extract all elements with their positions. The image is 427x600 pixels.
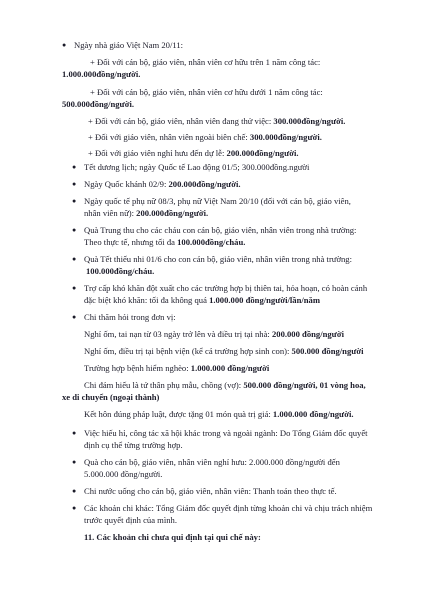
hardship-line2 <box>84 295 320 306</box>
bullet-icon: ● <box>72 284 77 292</box>
bullet-icon: ● <box>72 180 77 188</box>
retired-gift-line1: Quà cho cán bộ, giáo viên, nhân viên nghỉ hưu: 2.000.000 đồng/người đến <box>84 457 340 467</box>
hardship-text: đặc biệt khó khăn: tối đa không quá <box>84 295 210 305</box>
teacher-day-heading: Ngày nhà giáo Việt Nam 20/11: <box>74 40 184 50</box>
teacher-day-retired <box>88 148 299 159</box>
hardship-line1: Trợ cấp khó khăn đột xuất cho các trường hợp bị thiên tai, hỏa hoạn, có hoàn cảnh <box>84 283 368 293</box>
visits-wedding <box>84 409 354 420</box>
teacher-day-probation-amount: 300.000đồng/người. <box>273 116 346 126</box>
social-events-line2: định cụ thể từng trường hợp. <box>84 440 183 450</box>
bullet-icon: ● <box>72 429 77 437</box>
women-day-line1: Ngày quốc tế phụ nữ 08/3, phụ nữ Việt Nam 20/10 (đối với cán bộ, giáo viên, <box>84 196 351 206</box>
bullet-icon: ● <box>72 226 77 234</box>
visits-sick-home-text: Nghỉ ốm, tai nạn từ 03 ngày trở lên và điều trị tại nhà: <box>84 329 272 339</box>
visits-wedding-amount: 1.000.000 đồng/người. <box>272 409 354 419</box>
visits-funeral-amount: 500.000 đồng/người, 01 vòng hoa, <box>243 380 366 390</box>
teacher-day-under-1-year: + Đối với cán bộ, giáo viên, nhân viên cơ hữu dưới 1 năm công tác: <box>90 87 323 97</box>
other-expenses-line2: trước quyết định của mình. <box>84 515 177 525</box>
bullet-icon: ● <box>72 163 77 171</box>
children-day-line1: Quà Tết thiếu nhi 01/6 cho con cán bộ, giáo viên, nhân viên trong nhà trường: <box>84 254 352 264</box>
bullet-icon: ● <box>62 41 67 49</box>
visits-funeral-continuation: xe di chuyển (ngoại thành) <box>62 392 160 402</box>
mid-autumn-amount: 100.000đồng/cháu. <box>177 237 246 247</box>
retired-gift-line2: 5.000.000 đồng/người. <box>84 469 163 479</box>
women-day-amount: 200.000đồng/người. <box>136 208 209 218</box>
women-day-line2 <box>84 208 208 219</box>
visits-severe-amount: 1.000.000 đồng/người <box>190 363 270 373</box>
visits-hospital-text: Nghỉ ốm, điều trị tại bệnh viện (kể cả trường hợp sinh con): <box>84 346 292 356</box>
teacher-day-under-1-year-amount: 500.000đồng/người. <box>62 99 134 109</box>
teacher-day-contract <box>88 132 322 143</box>
visits-sick-home <box>84 329 344 340</box>
teacher-day-probation <box>88 116 345 127</box>
visits-funeral-text: Chi đám hiếu là tứ thân phụ mẫu, chồng (vợ): <box>84 380 244 390</box>
visits-sick-home-amount: 200.000 đồng/người <box>271 329 344 339</box>
teacher-day-retired-amount: 200.000đồng/người. <box>226 148 299 158</box>
visits-wedding-text: Kết hôn đúng pháp luật, được tặng 01 món quà trị giá: <box>84 409 273 419</box>
bullet-icon: ● <box>72 458 77 466</box>
teacher-day-over-1-year-amount: 1.000.000đồng/người. <box>62 69 141 79</box>
mid-autumn-text: Theo thực tế, nhưng tối đa <box>84 237 178 247</box>
bullet-icon: ● <box>72 255 77 263</box>
teacher-day-probation-text: + Đối với cán bộ, giáo viên, nhân viên đang thử việc: <box>88 116 274 126</box>
teacher-day-retired-text: + Đối với giáo viên nghỉ hưu đến dự lễ: <box>88 148 227 158</box>
new-year-labour-day: Tết dương lịch; ngày Quốc tế Lao động 01/5; 300.000đồng.người <box>84 162 310 172</box>
section-11-heading: 11. Các khoản chi chưa qui định tại qui chế này: <box>84 532 261 542</box>
national-day <box>84 179 241 190</box>
hardship-amount: 1.000.000 đồng/người/lần/năm <box>209 295 320 305</box>
children-day-amount: 100.000đồng/cháu. <box>86 266 155 276</box>
mid-autumn-line1: Quà Trung thu cho các cháu con cán bộ, giáo viên, nhân viên trong nhà trường: <box>84 225 357 235</box>
teacher-day-contract-amount: 300.000đồng/người. <box>249 132 322 142</box>
bullet-icon: ● <box>72 197 77 205</box>
visits-severe-text: Trường hợp bệnh hiểm nghèo: <box>84 363 191 373</box>
visits-hospital-amount: 500.000 đồng/người <box>291 346 364 356</box>
national-day-amount: 200.000đồng/người. <box>168 179 241 189</box>
visits-hospital <box>84 346 364 357</box>
visits-funeral <box>84 380 366 391</box>
visits-severe-illness <box>84 363 269 374</box>
bullet-icon: ● <box>72 313 77 321</box>
teacher-day-over-1-year: + Đối với cán bộ, giáo viên, nhân viên cơ hữu trên 1 năm công tác: <box>90 57 321 67</box>
national-day-text: Ngày Quốc khánh 02/9: <box>84 179 169 189</box>
women-day-text: nhân viên nữ): <box>84 208 137 218</box>
drinking-water: Chi nước uống cho cán bộ, giáo viên, nhân viên: Thanh toán theo thực tế. <box>84 486 337 496</box>
bullet-icon: ● <box>72 487 77 495</box>
mid-autumn-line2 <box>84 237 245 248</box>
other-expenses-line1: Các khoản chi khác: Tổng Giám đốc quyết định từng khoản chi và chịu trách nhiệm <box>84 503 373 513</box>
bullet-icon: ● <box>72 504 77 512</box>
teacher-day-contract-text: + Đối với giáo viên, nhân viên ngoài biên chế: <box>88 132 250 142</box>
visits-heading: Chi thăm hỏi trong đơn vị: <box>84 312 176 322</box>
social-events-line1: Việc hiếu hỉ, công tác xã hội khác trong và ngoài ngành: Do Tổng Giám đốc quyết <box>84 428 368 438</box>
